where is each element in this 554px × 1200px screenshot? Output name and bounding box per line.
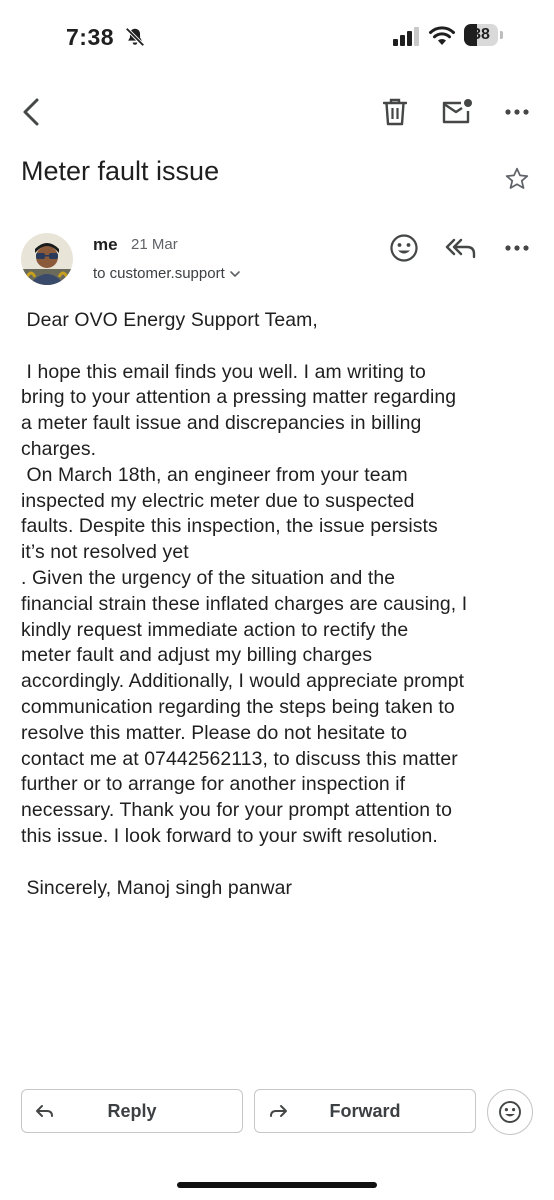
- battery-level: 38: [472, 26, 490, 43]
- body-line: further or to arrange for another inspection if: [21, 773, 406, 796]
- message-more-button[interactable]: [500, 234, 534, 262]
- body-line: faults. Despite this inspection, the issue persists: [21, 515, 438, 538]
- recipient-label: to customer.support: [93, 265, 225, 282]
- body-line: this issue. I look forward to your swift resolution.: [21, 824, 438, 847]
- body-line: charges.: [21, 437, 97, 460]
- smiley-icon: [389, 233, 419, 263]
- body-line: a meter fault issue and discrepancies in billing: [21, 412, 422, 435]
- body-line: Sincerely, Manoj singh panwar: [21, 876, 293, 899]
- reply-button[interactable]: [21, 1089, 243, 1133]
- body-line: meter fault and adjust my billing charges: [21, 644, 373, 667]
- forward-button[interactable]: [254, 1089, 476, 1133]
- body-line: communication regarding the steps being taken to: [21, 695, 455, 718]
- back-arrow-icon: [21, 97, 41, 127]
- email-subject: Meter fault issue: [21, 156, 220, 186]
- more-horizontal-icon: [505, 244, 529, 252]
- add-reaction-button[interactable]: [388, 232, 420, 264]
- email-date: 21 Mar: [131, 236, 178, 253]
- body-line: inspected my electric meter due to suspected: [21, 489, 415, 512]
- body-line: financial strain these inflated charges are causing, I: [21, 592, 468, 615]
- body-line: [21, 850, 541, 876]
- battery-cap: [500, 31, 503, 39]
- battery-indicator: [464, 24, 504, 48]
- forward-label: Forward: [329, 1100, 401, 1121]
- reply-arrow-icon: [34, 1100, 56, 1122]
- body-line: accordingly. Additionally, I would appreciate prompt: [21, 670, 465, 693]
- trash-icon: [383, 98, 407, 126]
- more-horizontal-icon: [505, 108, 529, 116]
- body-line: kindly request immediate action to rectify the: [21, 618, 409, 641]
- silent-bell-icon: [124, 26, 146, 48]
- home-indicator[interactable]: [177, 1182, 377, 1188]
- sender-name: me: [93, 235, 118, 254]
- smiley-icon: [498, 1100, 522, 1124]
- recipient-details[interactable]: [93, 265, 241, 282]
- reply-all-icon: [445, 236, 477, 260]
- reply-all-button[interactable]: [444, 234, 478, 262]
- body-line: it’s not resolved yet: [21, 541, 189, 564]
- chevron-down-icon: [229, 269, 241, 279]
- cellular-signal-icon: [392, 26, 422, 46]
- body-line: [21, 334, 541, 360]
- back-button[interactable]: [14, 92, 48, 132]
- body-line: contact me at 07442562113, to discuss this matter: [21, 747, 458, 770]
- body-line: necessary. Thank you for your prompt attention to: [21, 799, 453, 822]
- more-options-button[interactable]: [500, 96, 534, 128]
- body-line: . Given the urgency of the situation and the: [21, 566, 396, 589]
- mark-unread-button[interactable]: [438, 94, 476, 130]
- body-line: bring to your attention a pressing matter regarding: [21, 386, 457, 409]
- reply-label: Reply: [107, 1100, 157, 1121]
- mark-unread-icon: [441, 98, 473, 126]
- delete-button[interactable]: [378, 94, 412, 130]
- star-icon: [504, 166, 530, 192]
- avatar-photo: [21, 233, 73, 285]
- body-line: On March 18th, an engineer from your team: [21, 463, 408, 486]
- wifi-icon: [428, 25, 456, 47]
- battery-body: [464, 24, 498, 46]
- forward-arrow-icon: [267, 1100, 289, 1122]
- body-line: resolve this matter. Please do not hesitate to: [21, 721, 408, 744]
- body-line: I hope this email finds you well. I am writing to: [21, 360, 426, 383]
- body-line: Dear OVO Energy Support Team,: [21, 309, 318, 331]
- status-time: 7:38: [66, 24, 115, 50]
- star-button[interactable]: [502, 164, 532, 194]
- emoji-reaction-button[interactable]: [487, 1089, 533, 1135]
- sender-avatar[interactable]: [21, 233, 73, 285]
- email-body: [21, 308, 541, 901]
